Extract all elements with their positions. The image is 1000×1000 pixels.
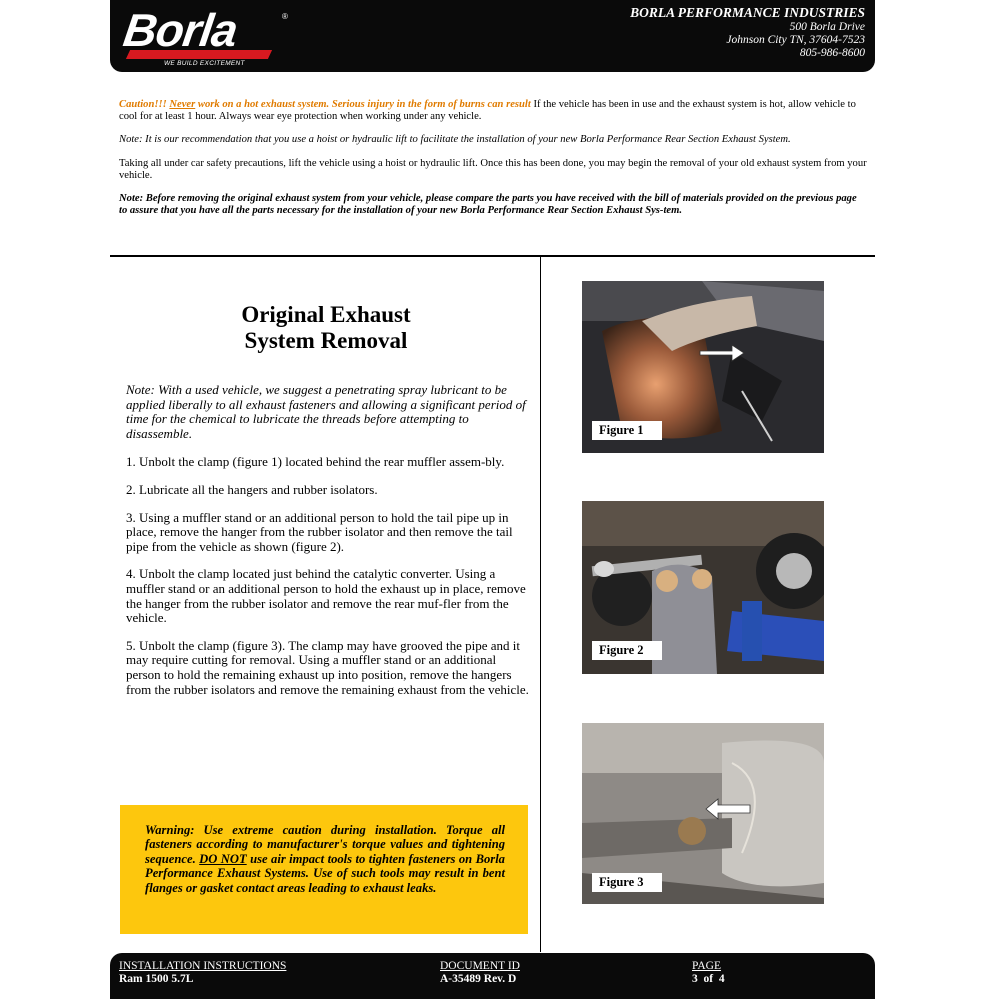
caution-lead bbox=[119, 99, 531, 110]
header-bar bbox=[110, 0, 875, 72]
warning-part-2: use air impact tools to tighten fasteners on Borla Performance Exhaust Systems. Use of such tools may result in bent flanges or gasket contact areas leading to exhaust leaks. bbox=[145, 851, 505, 895]
borla-logo bbox=[120, 4, 294, 68]
section-title-line-1: Original Exhaust bbox=[241, 302, 411, 327]
parts-check-note: Note: Before removing the original exhaust system from your vehicle, please compare the parts you have received with the bill of materials provided on the previous page to assure that you have all the parts necessary for the installation of your new Borla Performance Rear Section Exhaust Sys-tem. bbox=[119, 193, 857, 217]
logo-wordmark: Borla bbox=[120, 4, 241, 56]
address-line-1: 500 Borla Drive bbox=[789, 21, 865, 33]
company-info bbox=[630, 5, 865, 60]
section-title bbox=[170, 302, 482, 354]
lubricant-note: Note: With a used vehicle, we suggest a penetrating spray lubricant to be applied liberally to all exhaust fasteners and allowing a significant period of time for the chemical to lubricate the threads before attempting to disassemble. bbox=[126, 382, 526, 441]
footer-instructions bbox=[119, 960, 286, 986]
step-4: 4. Unbolt the clamp located just behind the catalytic converter. Using a muffler stand or an additional person to hold the exhaust up in place, remove the hanger from the rubber isolator and remove the rear muf-fler from the vehicle. bbox=[126, 566, 526, 626]
caution-paragraph bbox=[119, 99, 867, 123]
removal-steps bbox=[126, 383, 529, 710]
company-name: BORLA PERFORMANCE INDUSTRIES bbox=[630, 5, 865, 20]
figure-1-photo bbox=[582, 281, 824, 453]
logo-tagline: WE BUILD EXCITEMENT bbox=[164, 60, 245, 67]
phone-number: 805-986-8600 bbox=[799, 47, 865, 59]
caution-suffix: work on a hot exhaust system. Serious injury in the form of burns can result bbox=[195, 99, 531, 110]
caution-body: If the vehicle has been in use and the exhaust system is hot, allow vehicle to cool for at least 1 hour. Always wear eye protection when working under any vehicle. bbox=[119, 99, 856, 123]
address-line-2: Johnson City TN, 37604-7523 bbox=[726, 34, 865, 46]
document-id-value: A-35489 Rev. D bbox=[440, 973, 517, 985]
caution-never: Never bbox=[169, 99, 196, 110]
page-value: 3 of 4 bbox=[692, 973, 725, 985]
footer-document-id bbox=[440, 960, 520, 986]
step-5: 5. Unbolt the clamp (figure 3). The clamp may have grooved the pipe and it may require cutting for removal. Using a muffler stand or an additional person to hold the remaining exhaust up into position, remove the hangers from the rubber isolators and remove the remaining exhaust from the vehicle. bbox=[126, 637, 529, 697]
figure-3-label: Figure 3 bbox=[592, 873, 662, 892]
figure-3-photo bbox=[582, 723, 824, 904]
horizontal-divider bbox=[110, 255, 875, 257]
safety-paragraph: Taking all under car safety precautions, lift the vehicle using a hoist or hydraulic lift. Once this has been done, you may begin the removal of your old exhaust system from your vehicle. bbox=[119, 157, 867, 181]
caution-prefix: Caution!!! bbox=[119, 99, 170, 110]
figure-1-label: Figure 1 bbox=[592, 421, 662, 440]
step-1: 1. Unbolt the clamp (figure 1) located behind the rear muffler assem-bly. bbox=[126, 454, 505, 470]
logo-registered-mark: ® bbox=[282, 12, 288, 21]
instructions-heading: INSTALLATION INSTRUCTIONS bbox=[119, 960, 287, 972]
footer-page bbox=[692, 960, 725, 986]
footer-bar bbox=[110, 953, 875, 999]
document-id-heading: DOCUMENT ID bbox=[440, 960, 520, 972]
vertical-divider bbox=[540, 256, 541, 952]
page-heading: PAGE bbox=[692, 960, 721, 972]
figure-2-label: Figure 2 bbox=[592, 641, 662, 660]
hoist-note: Note: It is our recommendation that you use a hoist or hydraulic lift to facilitate the installation of your new Borla Performance Rear Section Exhaust System. bbox=[119, 134, 791, 146]
warning-box bbox=[120, 805, 528, 934]
warning-part-1: Warning: Use extreme caution during installation. Torque all fasteners according to manufacturer's torque values and tightening sequence. bbox=[145, 823, 505, 866]
intro-text bbox=[119, 99, 867, 228]
step-2: 2. Lubricate all the hangers and rubber isolators. bbox=[126, 481, 378, 497]
warning-text bbox=[145, 823, 505, 895]
instructions-value: Ram 1500 5.7L bbox=[119, 973, 194, 985]
figure-2-photo bbox=[582, 501, 824, 674]
step-3: 3. Using a muffler stand or an additional person to hold the tail pipe up in place, remove the hanger from the rubber isolator and then remove the tail pipe from the vehicle as shown (figure 2). bbox=[126, 509, 513, 554]
section-title-line-2: System Removal bbox=[244, 328, 408, 353]
warning-do-not: DO NOT bbox=[199, 851, 247, 866]
